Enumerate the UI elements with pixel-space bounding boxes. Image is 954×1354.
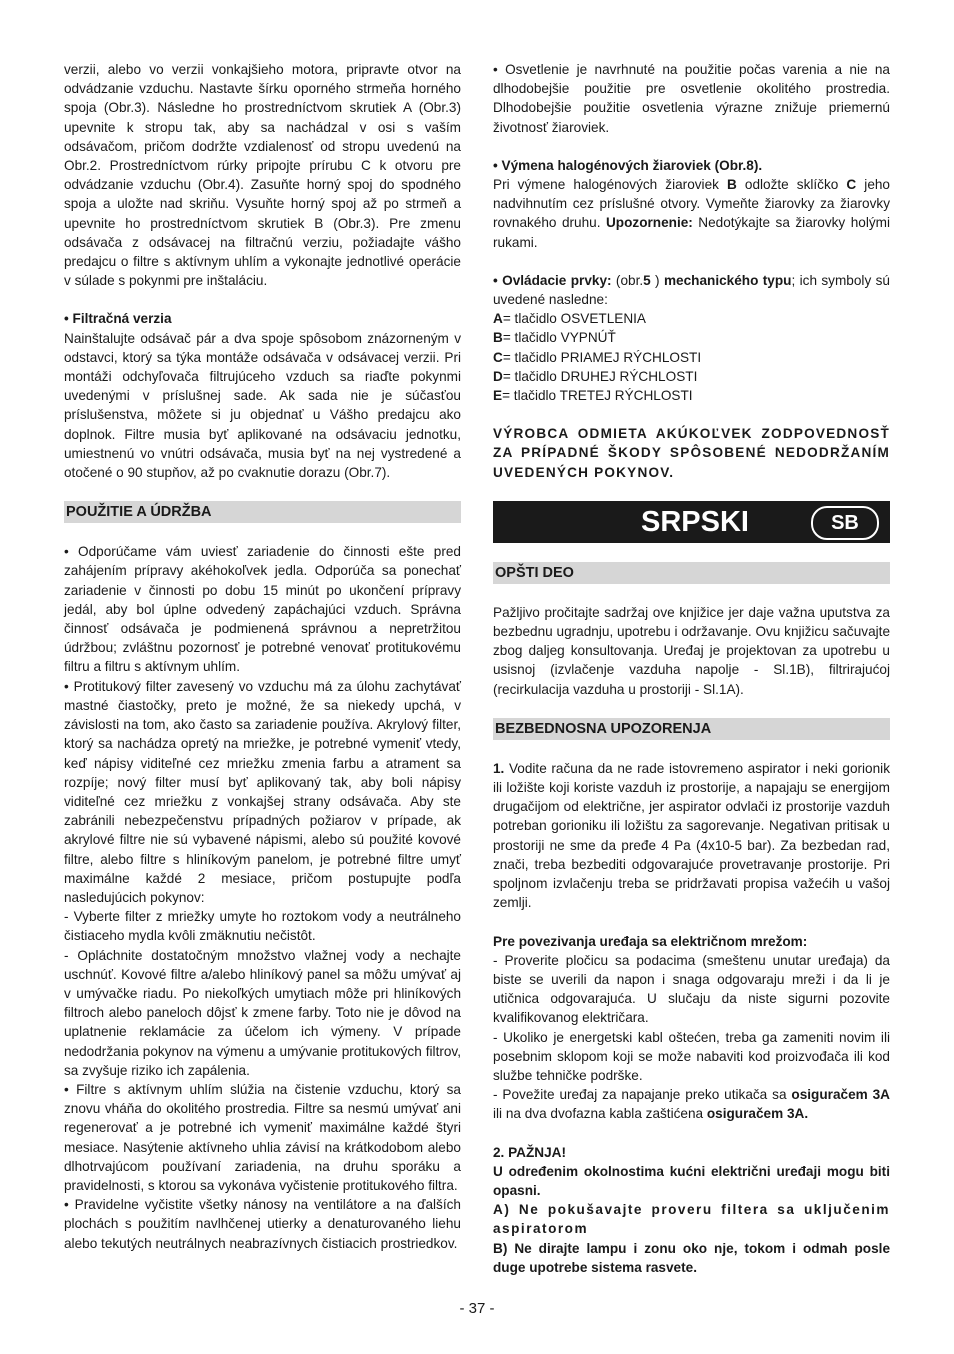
use-paragraph-5: • Filtre s aktívnym uhlím slúžia na čistenie vzduchu, ktorý sa znovu vháňa do okolitého prostredia. Filtre sa nesmú umývať ani regenerovať a je potrebné ich vymeniť maximálne každé štyri mesiace. Nasýtenie aktívneho uhlia závisí na krátkodobom alebo dlhotrvajúcom používaní zariadenia, na druhu sporáku a pravidelnosti, s ktorou sa vykonáva vyčistenie protitukového filtra.: [64, 1081, 461, 1193]
use-paragraph-4: - Opláchnite dostatočným množstvo vlažnej vody a nechajte uschnúť. Kovové filtre a/alebo hliníkový panel sa môžu umývať aj v umývačke riadu. Po niekoľkých umytiach môže pri hliníkových filtroch alebo paneloch dôjsť k zmene farby. Toto nie je dôvod na uplatnenie reklamácie za účelom ich výmeny. V prípade nedodržania pokynov na výmenu a umývanie protitukových filtrov, sa zvyšuje riziko ich zapálenia.: [64, 947, 461, 1078]
power-item-2: - Ukoliko je energetski kabl oštećen, treba ga zameniti novim ili posebnim sklopom koji se može nabaviti kod proizvođača ili kod službe tehničke podrške.: [493, 1029, 890, 1083]
button-item-b: B= tlačidlo VYPNÚŤ: [493, 330, 616, 346]
section-general: OPŠTI DEO: [493, 562, 890, 584]
disclaimer: VÝROBCA ODMIETA AKÚKOĽVEK ZODPOVEDNOSŤ ZA PRÍPADNÉ ŠKODY SPÔSOBENÉ NEDODRŽANÍM UVEDENÝCH POKYNOV.: [493, 426, 890, 480]
banner-title: SRPSKI: [641, 505, 749, 538]
safety-paragraph: 1. Vodite računa da ne rade istovremeno aspirator i neki gorionik ili ložište koji koriste vazduh iz prostorije, a napajaju se energijom drugačijom od električne, jer aspirator odvlači iz prostorije vazduh potreban gorioniku ili ložištu za sagorevanje. Negativan pritisak u prostoriji ne sme da pređe 4 Pa (4x10-5 bar). Za bezbedan rad, znači, treba bezbediti odgovarajuće provetravanje prostorije. Pri spoljnom izvlačenju treba se pridržavati propisa važećih u vašoj zemlji.: [493, 760, 890, 911]
page-number: - 37 -: [459, 1300, 495, 1317]
filter-version-heading: • Filtračná verzia: [64, 311, 172, 327]
lighting-paragraph: • Osvetlenie je navrhnuté na použitie počas varenia a nie na dlhodobejšie použitie pre osvetlenie okolitého prostredia. Dlhodobejšie použitie osvetlenia výrazne znižuje priemernú životnosť žiaroviek.: [493, 62, 890, 135]
use-paragraph-2: • Protitukový filter zavesený vo vzduchu má za úlohu zachytávať mastné čiastočky, preto je možné, že sa niekedy upchá, v závislosti na tom, ako často sa zariadenie používa. Akrylový filter, ktorý sa nachádza opretý na mriežke, je potrebné vymeniť vtedy, keď nápisy viditeľné cez mriežku zmenia farbu a atrament sa rozpíje; nový filter musí byť aplikovaný tak, aby boli nápisy viditeľné cez mriežku z vonkajšej strany odsávača. Aby ste zabránili nebezpečenstvu prípadných požiarov v prípade, ak akrylové filtre nie sú vybavené nápismi, alebo sú použité kovové filtre, alebo filtre s hliníkovým panelom, je potrebné filtre umyť maximálne každé 2 mesiace, pričom postupujte podľa nasledujúcich pokynov:: [64, 678, 461, 905]
button-item-d: D= tlačidlo DRUHEJ RÝCHLOSTI: [493, 368, 698, 384]
filter-version-text: Nainštalujte odsávač pár a dva spoje spôsobom znázorneným v odstavci, ktorý sa týka montáže odsávača v odsávacej verzii. Pri montáži odchyľovača filtrujúceho vzduch sa riaďte pokynmi uvedenými v príslušnej sade. Ak sada nie je súčasťou príslušenstva, môžete si ju objednať u Vášho predajcu ako doplnok. Filtre musia byť aplikované na odsávaciu jednotku, umiestnenú vo vnútri odsávača, musia byť na nej vystredené a otočené o 90 stupňov, až po cvaknutie dorazu (Obr.7).: [64, 330, 461, 481]
button-item-c: C= tlačidlo PRIAMEJ RÝCHLOSTI: [493, 349, 702, 365]
halogen-paragraph: Pri výmene halogénových žiaroviek B odložte sklíčko C jeho nadvihnutím cez príslušné otvory. Vymeňte žiarovky za žiarovky rovnakého druhu. Upozornenie: Nedotýkajte sa žiarovky holými rukami.: [493, 177, 890, 250]
general-paragraph: Pažljivo pročitajte sadržaj ove knjižice jer daje važna uputstva za bezbednu ugradnju, upotrebu i održavanje. Ovu knjižicu sačuvajte zbog daljeg konsultovanja. Uređaj je projektovan za upotrebu u usisnoj (izvlačenje vazduha napolje - Sl.1B), filtrirajućoj (recirkulacija vazduha u prostoriji - Sl.1A).: [493, 604, 890, 697]
use-paragraph-3: - Vyberte filter z mriežky umyte ho roztokom vody a neutrálneho čistiaceho mydla kvôli zmäknutiu nečistôt.: [64, 909, 461, 944]
power-item-3: - Povežite uređaj za napajanje preko utikača sa osiguračem 3A ili na dva dvofazna kabla zaštićena osiguračem 3A.: [493, 1087, 890, 1122]
install-paragraph: verzii, alebo vo verzii vonkajšieho motora, pripravte otvor na odvádzanie vzduchu. Nastavte šírku oporného strmeňa horného spoja (Obr.3). Následne ho prostredníctvom skrutiek A (Obr.3) upevnite k stropu tak, aby sa nachádzal v osi s vaším odsávačom, pričom dodržte vzdialenosť od stropu uvedenú na Obr.2. Prostredníctvom rúrky pripojte prírubu C k otvoru pre odvádzanie vzduchu (Obr.4). Zasuňte horný spoj do spodného spoja a uložte nad skriňu. Vysuňte horný spoj až po strmeň a upevnite ho prostredníctvom skrutiek B (Obr.3). Pre zmenu odsávača z odsávacej na filtračnú verziu, požiadajte vášho predajcu o filtre s aktívnym uhlím a vykonajte jednotlivé operácie v súlade s pokynmi pre inštaláciu.: [64, 62, 461, 289]
use-paragraph-1: • Odporúčame vám uviesť zariadenie do činnosti ešte pred zahájením prípravy akéhokoľvek jedla. Odporúča sa ponechať zariadenie v činnosti po dobu 15 minút po ukončení prípravy jedál, aby bol úplne odvedený zapáchajúci vzduch. Správna činnosť odsávača je podmienená správnou a nepretržitou údržbou; zvláštnu pozornosť je potrebné venovať protitukovému filtru a filtru s aktívnym uhlím.: [64, 544, 461, 675]
attention-heading: 2. PAŽNJA!: [493, 1144, 567, 1160]
use-paragraph-6: • Pravidelne vyčistite všetky nánosy na ventilátore a na ďalších plochách s použitím navlhčenej utierky a denaturovaného liehu alebo tekutých neutrálnych neabrazívnych čistiacich prostriedkov.: [64, 1197, 461, 1251]
power-heading: Pre povezivanja uređaja sa električnom mrežom:: [493, 933, 808, 949]
section-use-maintenance: POUŽITIE A ÚDRŽBA: [64, 501, 461, 523]
button-item-a: A= tlačidlo OSVETLENIA: [493, 311, 647, 327]
left-column: [64, 60, 461, 1253]
attention-item-a: A) Ne pokušavajte proveru filtera sa uključenim aspiratorom: [493, 1202, 890, 1237]
power-item-1: - Proverite pločicu sa podacima (smeštenu unutar uređaja) da biste se uverili da napon i snaga odgovaraju mreži i da li je utičnica odgovarajuća. U slučaju da niste sigurni pozovite kvalifikovanog električara.: [493, 952, 890, 1026]
controls-paragraph: • Ovládacie prvky: (obr.5 ) mechanického typu; ich symboly sú uvedené nasledne:: [493, 272, 890, 308]
language-badge: SB: [811, 506, 879, 540]
section-safety: BEZBEDNOSNA UPOZORENJA: [493, 718, 890, 740]
language-banner: [493, 501, 890, 543]
attention-line: U određenim okolnostima kućni električni uređaji mogu biti opasni.: [493, 1163, 890, 1198]
halogen-heading: • Výmena halogénových žiaroviek (Obr.8).: [493, 157, 763, 173]
button-item-e: E= tlačidlo TRETEJ RÝCHLOSTI: [493, 388, 693, 404]
attention-item-b: B) Ne dirajte lampu i zonu oko nje, tokom i odmah posle duge upotrebe sistema rasvete.: [493, 1240, 890, 1275]
right-column: [493, 60, 890, 1277]
